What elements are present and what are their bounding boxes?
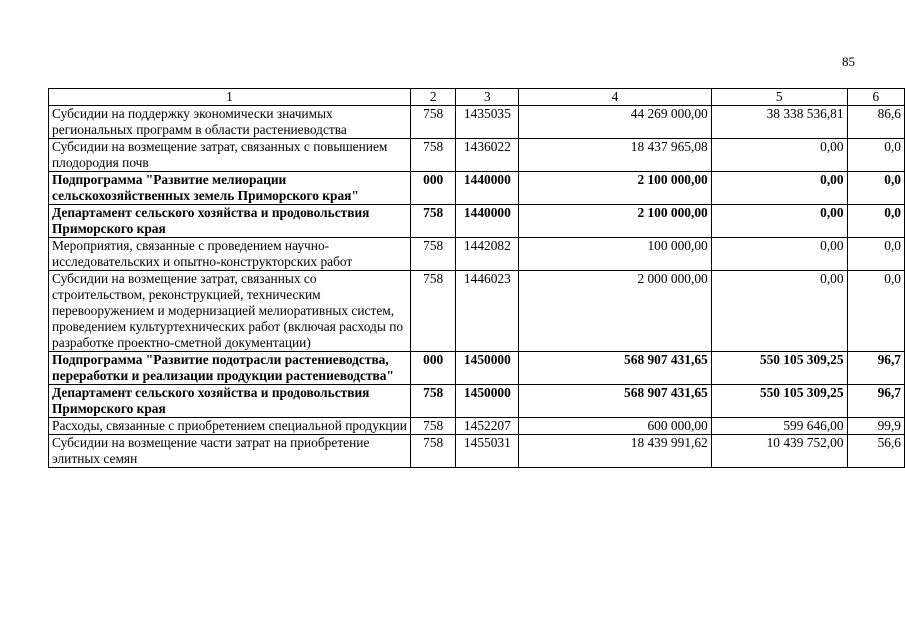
row-target-code: 1440000 <box>456 205 519 238</box>
row-fact-amount: 550 105 309,25 <box>711 385 847 418</box>
column-header: 2 <box>410 89 456 106</box>
row-admin-code: 758 <box>410 106 456 139</box>
table-row <box>49 435 905 468</box>
row-percent: 86,6 <box>847 106 904 139</box>
row-admin-code: 758 <box>410 271 456 352</box>
row-admin-code: 758 <box>410 238 456 271</box>
column-header: 6 <box>847 89 904 106</box>
row-target-code: 1450000 <box>456 352 519 385</box>
row-target-code: 1452207 <box>456 418 519 435</box>
table-row <box>49 106 905 139</box>
row-name: Департамент сельского хозяйства и продовольствия Приморского края <box>49 385 411 418</box>
row-percent: 0,0 <box>847 238 904 271</box>
table-row <box>49 418 905 435</box>
column-header: 4 <box>519 89 712 106</box>
row-target-code: 1435035 <box>456 106 519 139</box>
row-percent: 56,6 <box>847 435 904 468</box>
row-name: Субсидии на возмещение затрат, связанных с повышением плодородия почв <box>49 139 411 172</box>
row-plan-amount: 2 100 000,00 <box>519 205 712 238</box>
row-fact-amount: 10 439 752,00 <box>711 435 847 468</box>
row-admin-code: 758 <box>410 205 456 238</box>
table-row <box>49 205 905 238</box>
row-name: Субсидии на возмещение затрат, связанных со строительством, реконструкцией, техническим перевооружением и модернизацией мелиоративных систем, проведением культуртехнических работ (включая расходы по разработке проектно-сметной документации) <box>49 271 411 352</box>
table-row <box>49 139 905 172</box>
table-row <box>49 352 905 385</box>
row-percent: 96,7 <box>847 385 904 418</box>
row-target-code: 1455031 <box>456 435 519 468</box>
row-name: Расходы, связанные с приобретением специальной продукции <box>49 418 411 435</box>
row-percent: 96,7 <box>847 352 904 385</box>
row-name: Департамент сельского хозяйства и продовольствия Приморского края <box>49 205 411 238</box>
row-admin-code: 758 <box>410 435 456 468</box>
row-admin-code: 758 <box>410 418 456 435</box>
table-body <box>49 106 905 468</box>
row-name: Подпрограмма "Развитие подотрасли растениеводства, переработки и реализации продукции растениеводства" <box>49 352 411 385</box>
row-target-code: 1436022 <box>456 139 519 172</box>
header-row <box>49 89 905 106</box>
row-name: Подпрограмма "Развитие мелиорации сельскохозяйственных земель Приморского края" <box>49 172 411 205</box>
row-percent: 0,0 <box>847 172 904 205</box>
row-plan-amount: 2 000 000,00 <box>519 271 712 352</box>
row-target-code: 1440000 <box>456 172 519 205</box>
row-fact-amount: 0,00 <box>711 139 847 172</box>
row-plan-amount: 100 000,00 <box>519 238 712 271</box>
row-fact-amount: 38 338 536,81 <box>711 106 847 139</box>
column-header: 5 <box>711 89 847 106</box>
row-percent: 0,0 <box>847 205 904 238</box>
row-target-code: 1442082 <box>456 238 519 271</box>
row-admin-code: 758 <box>410 385 456 418</box>
row-plan-amount: 568 907 431,65 <box>519 352 712 385</box>
column-header: 3 <box>456 89 519 106</box>
row-fact-amount: 0,00 <box>711 238 847 271</box>
budget-table <box>48 88 905 468</box>
row-admin-code: 000 <box>410 352 456 385</box>
row-percent: 0,0 <box>847 139 904 172</box>
row-admin-code: 758 <box>410 139 456 172</box>
row-fact-amount: 0,00 <box>711 271 847 352</box>
row-fact-amount: 0,00 <box>711 172 847 205</box>
row-target-code: 1446023 <box>456 271 519 352</box>
row-fact-amount: 0,00 <box>711 205 847 238</box>
row-fact-amount: 550 105 309,25 <box>711 352 847 385</box>
row-plan-amount: 568 907 431,65 <box>519 385 712 418</box>
row-plan-amount: 18 439 991,62 <box>519 435 712 468</box>
row-plan-amount: 2 100 000,00 <box>519 172 712 205</box>
row-percent: 99,9 <box>847 418 904 435</box>
row-fact-amount: 599 646,00 <box>711 418 847 435</box>
row-name: Субсидии на возмещение части затрат на приобретение элитных семян <box>49 435 411 468</box>
row-plan-amount: 44 269 000,00 <box>519 106 712 139</box>
table-row <box>49 271 905 352</box>
table-row <box>49 238 905 271</box>
row-percent: 0,0 <box>847 271 904 352</box>
page-number: 85 <box>842 54 855 69</box>
row-name: Субсидии на поддержку экономически значимых региональных программ в области растениеводства <box>49 106 411 139</box>
table-row <box>49 385 905 418</box>
row-target-code: 1450000 <box>456 385 519 418</box>
row-name: Мероприятия, связанные с проведением научно-исследовательских и опытно-конструкторских работ <box>49 238 411 271</box>
row-plan-amount: 600 000,00 <box>519 418 712 435</box>
row-admin-code: 000 <box>410 172 456 205</box>
table-row <box>49 172 905 205</box>
column-header: 1 <box>49 89 411 106</box>
row-plan-amount: 18 437 965,08 <box>519 139 712 172</box>
